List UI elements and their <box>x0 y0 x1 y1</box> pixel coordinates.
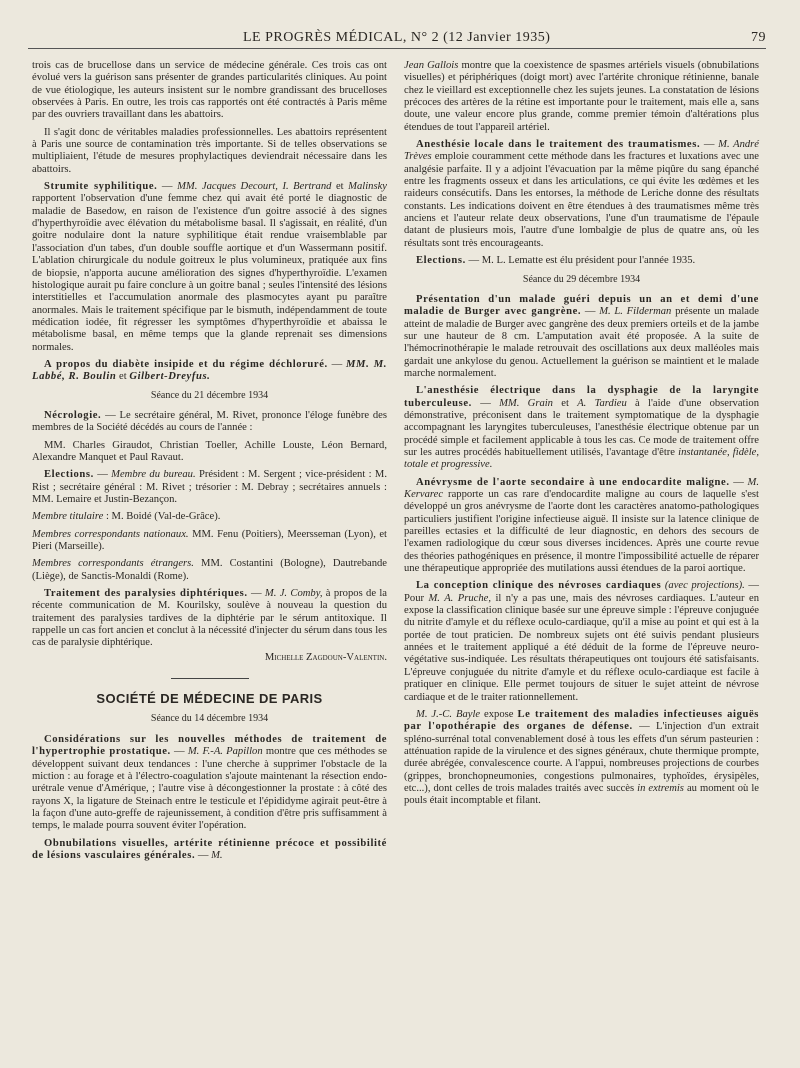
article-heading: Anévrysme de l'aorte secondaire à une endocardite maligne. <box>416 476 730 488</box>
article-authors: MM. Grain <box>499 397 553 409</box>
article-body: rapportent l'observation d'une femme chez qui avait été porté le diagnostic de maladie de Basedow, en raison de l'existence d'un goitre associé à des signes d'hyperthyroïdie avec élévation du métabolisme basal. Il s'agissait, en réalité, d'un goitre nodulaire dont la nature syphilitique était rendue vraisemblable par l'association d'un tabes, d'un double souffle aortique et d'un Wassermann positif. L'ablation chirurgicale du nodule goitreux le plus volumineux, pratiquée aux fins de biopsie, n'apporta aucune amélioration des signes d'hyperthyroïdie. L'examen histologique aurait pu faire conclure à un goitre banal ; seules l'intensité des lésions interstitielles et l'accumulation anormale des plasmocytes ayant pu paraître anormales. Mais le traitement spécifique par le bismuth, indépendamment de toute médication iodée, fit régresser les symptômes d'hyperthyroïdie et abaissa le métabolisme basal, en même temps que la glande reprenait ses dimensions normales. <box>32 193 387 353</box>
article-heading: Anesthésie locale dans le traitement des traumatismes. <box>416 139 701 151</box>
article-body: il n'y a pas une, mais des névroses cardiaques. L'auteur en expose la classification clinique basée sur une épreuve simple : l'épreuve conjuguée du nitrite d'amyle et du réflexe oculo-cardiaque, qu'il a mise au point et qui est à la portée de tout praticien. De nombreux sujets ont été suivis pendant plusieurs années et le traitement appliqué a été déduit de la forme de l'épreuve neuro-végétative sus-indiquée. Les résultats thérapeutiques ont toujours été satisfaisants. L'épreuve conjuguée du nitrite d'amyle et du réflexe oculo-cardiaque est facile à pratiquer en clinique. Elle permet toujours de situer le sujet atteint de névrose cardiaque et de le traiter rationnellement. <box>404 592 759 703</box>
page-number: 79 <box>751 30 766 45</box>
article-authors: Jean Gallois <box>404 60 459 71</box>
article-anevrysme: Anévrysme de l'aorte secondaire à une endocardite maligne. — M. Kervarec rapporte un cas rare d'endocardite maligne au cours de laquelle s'est développé un gros anévrysme de l'aorte dont les caractères anatomo-pathologiques particuliers justifient l'origine infectieuse aiguë. Il insiste sur la latence clinique de pareilles ectasies et la difficulté de leur diagnostic, en dehors des secours de l'examen radiologique du cœur sous diverses incidences. Après une courte revue des théories pathogéniques en présence, il montre l'impossibilité actuelle de réparer une thérapeutique appropriée des mutilations aussi étendues de la paroi aortique. <box>404 476 759 575</box>
emphasis: in extremis <box>637 782 684 794</box>
subheading: (avec projections). <box>664 580 745 592</box>
article-anesthesie-locale: Anesthésie locale dans le traitement des traumatismes. — M. André Trèves emploie couramment cette méthode dans les fractures et luxations avec une analgésie parfaite. Il y a adjoint l'évacuation par la même piqûre du sang épanché entre les fragments osseux et dans les articulations, ce qui évite les œdèmes et les raideurs consécutifs. Dans les entorses, la méthode de Leriche donne des résultats constants. Les indications doivent en être étendues à des traumatismes même très anciens et l'auteur relate deux observations, l'une d'un traumatisme de l'épaule datant de plusieurs mois, l'autre d'une lombalgie de plus de quatre ans, où les résultats sont très encourageants. <box>404 139 759 249</box>
conjunction: expose <box>480 708 518 720</box>
article-body: à l'aide d'une observation démonstrative, préconisent dans le traitement symptomatique de la dysphagie accompagnant les laryngites tuberculeuses, l'anesthésie électrique obtenue par un procédé simple et facilement applicable à tous les cas. Ce mode de traitement offre sur les autres procédés habituellement utilisés, l'avantage d'être <box>404 397 760 458</box>
article-authors: M. J. Comby, <box>264 588 323 600</box>
conjunction: et <box>552 397 578 409</box>
paragraph: MM. Charles Giraudot, Christian Toeller, Achille Louste, Léon Bernard, Alexandre Manquet et Paul Ravaut. <box>32 439 387 463</box>
article-authors: M. A. Pruche, <box>428 592 491 604</box>
emphasis: instantanée, fidèle, totale et progressive. <box>404 446 759 471</box>
member-line <box>32 558 387 583</box>
article-body: au moment où le pouls était incomptable et filant. <box>404 782 759 807</box>
conjunction: — Pour <box>404 580 759 604</box>
article-body: rapporte un cas rare d'endocardite maligne au cours de laquelle s'est développé un gros anévrysme de l'aorte dont les caractères anatomo-pathologiques particuliers justifient l'origine infectieuse aiguë. Il insiste sur la latence clinique de pareilles ectasies et la difficulté de leur diagnostic, en dehors des secours de l'examen radiologique du cœur sous diverses incidences. Après une courte revue des théories pathogéniques en présence, il montre l'impossibilité actuelle de réparer une thérapeutique appropriée des mutilations aussi étendues de la paroi aortique. <box>404 489 759 575</box>
member-text: : M. Boidé (Val-de-Grâce). <box>103 511 221 523</box>
conjunction: et <box>331 181 349 193</box>
member-label: Membres correspondants nationaux. <box>32 528 189 540</box>
member-label: Membres correspondants étrangers. <box>32 558 194 570</box>
running-header <box>28 30 766 48</box>
article-obnubilations: Obnubilations visuelles, artérite rétinienne précoce et possibilité de lésions vasculaires générales. — M. <box>32 837 387 861</box>
article-necrologie <box>32 410 387 435</box>
left-column <box>32 60 387 867</box>
member-text: MM. Costantini (Bologne), Dautrebande (Liège), de Sanctis-Monaldi (Rome). <box>32 558 387 582</box>
article-laryngite: L'anesthésie électrique dans la dysphagie de la laryngite tuberculeuse. — MM. Grain et A. Tardieu à l'aide d'une observation démonstrative, préconisent dans le traitement symptomatique de la dysphagie accompagnant les laryngites tuberculeuses, l'anesthésie électrique obtenue par un procédé simple et facilement applicable à tous les cas. Ce mode de traitement offre sur les autres procédés habituellement utilisés, l'avantage d'être instantanée, fidèle, totale et progressive. <box>404 385 760 471</box>
member-line <box>32 511 387 523</box>
member-line <box>32 529 387 554</box>
header-rule <box>28 48 766 49</box>
article-authors: A. Tardieu <box>577 397 627 409</box>
article-body: Président : M. Sergent ; vice-président : M. Rist ; secrétaire général : M. Rivet ; trésorier : M. Debray ; secrétaires annuels : MM. Lemaire et Justin-Bezançon. <box>32 469 387 505</box>
article-body: — M. L. Lematte est élu président pour l'année 1935. <box>465 255 696 267</box>
member-text: MM. Fenu (Poitiers), Meersseman (Lyon), et Pieri (Marseille). <box>32 528 387 553</box>
conjunction: et <box>116 371 130 383</box>
article-prostate: Considérations sur les nouvelles méthodes de traitement de l'hypertrophie prostatique. — M. F.-A. Papillon montre que ces méthodes se développent suivant deux tendances : l'une cherche à supprimer l'obstacle de la miction : au forage et à l'électro-coagulation s'ajoute maintenant la résection endo-urétrale venue d'Amérique, ; l'autre vise à décongestionner la prostate : à côté des rayons X, la ligature de Steinach entre le testicule et l'épididyme agirait peut-être à la façon d'une auto-greffe de rajeunissement, à condition d'être pris suffisamment à temps, le malade pourra souvent éviter l'opération. <box>32 733 387 832</box>
session-date: Séance du 21 décembre 1934 <box>150 389 269 401</box>
article-heading: Strumite syphilitique. <box>44 181 158 193</box>
article-body: présente un malade atteint de maladie de Burger avec gangrène des deux premiers orteils et de la jambe sur une hauteur de 8 cm. L'amputation avait été proposée. A la suite de l'hémocrinothérapie le malade retrouvait des oscillations aux deux malléoles mais gardait une ankylose du genou. Actuellement la guérison se maintient et le malade marche normalement. <box>404 306 759 379</box>
article-authors: Gilbert-Dreyfus. <box>129 371 211 383</box>
article-body: — Le secrétaire général, M. Rivet, prononce l'éloge funèbre des membres de la Société décédés au cours de l'année : <box>32 409 387 434</box>
article-authors: M. <box>211 849 223 861</box>
article-body: à propos de la récente communication de M. Kourilsky, soulève à nouveau la question du traitement des paralysies tardives de la diphtérie par le sérum antitoxique. Il rappelle un cas fort ancien et conclut à la nécessité d'injecter du sérum dans tous les cas de paralysie diphtérique. <box>32 588 388 649</box>
article-diabete: A propos du diabète insipide et du régime déchloruré. — MM. M. Labbé, R. Boulin et Gilbert-Dreyfus. <box>32 358 388 383</box>
session-date: Séance du 14 décembre 1934 <box>150 713 269 725</box>
article-heading: Le traitement des maladies infectieuses aiguës par l'opothérapie des organes de défense. <box>404 708 760 733</box>
right-column <box>404 60 759 813</box>
article-heading: Considérations sur les nouvelles méthodes de traitement de l'hypertrophie prostatique. <box>32 733 387 758</box>
article-authors: Malinsky <box>348 181 387 193</box>
signature: Michelle Zagdoun-Valentin. <box>264 651 387 663</box>
article-authors: M. André Trèves <box>404 139 759 163</box>
article-heading: La conception clinique des névroses cardiaques <box>416 580 662 592</box>
article-strumite: Strumite syphilitique. — MM. Jacques Decourt, I. Bertrand et Malinsky rapportent l'observation d'une femme chez qui avait été porté le diagnostic de maladie de Basedow, en raison de l'existence d'un goitre associé à des signes d'hyperthyroïdie avec élévation du métabolisme basal. Il s'agissait, en réalité, d'un goitre nodulaire dont la nature syphilitique était rendue vraisemblable par l'association d'un tabes, d'un double souffle aortique et d'un Wassermann positif. L'ablation chirurgicale du nodule goitreux le plus volumineux, pratiquée aux fins de biopsie, n'apporta aucune amélioration des signes d'hyperthyroïdie. L'examen histologique aurait pu faire conclure à un goitre banal ; seules l'intensité des lésions interstitielles et l'accumulation anormale des plasmocytes ayant pu paraître anormales. Mais le traitement spécifique par le bismuth, indépendamment de toute médication iodée, fit régresser les symptômes d'hyperthyroïdie et abaissa le métabolisme basal, en même temps que la glande reprenait ses dimensions normales. <box>32 181 387 353</box>
article-authors: M. L. Filderman <box>599 306 672 318</box>
article-body: emploie couramment cette méthode dans les fractures et luxations avec une analgésie parfaite. Il y a adjoint l'évacuation par la même piqûre du sang épanché entre les fragments osseux et dans les articulations, ce qui évite les œdèmes et les raideurs consécutifs. Dans les entorses, la méthode de Leriche donne des résultats constants. Les indications doivent en être étendues à des traumatismes même très anciens et l'auteur relate deux observations, l'une d'un traumatisme de l'épaule datant de plusieurs mois, l'autre d'une lombalgie de plus de quatre ans, où les résultats sont très encourageants. <box>404 151 759 249</box>
article-heading: A propos du diabète insipide et du régime déchloruré. <box>44 358 328 370</box>
article-paralysies: Traitement des paralysies diphtériques. — M. J. Comby, à propos de la récente communication de M. Kourilsky, soulève à nouveau la question du traitement des paralysies tardives de la diphtérie par le sérum antitoxique. Il rappelle un cas fort ancien et conclut à la nécessité d'injecter du sérum dans tous les cas de paralysie diphtérique. <box>32 588 388 649</box>
article-body: montre que la coexistence de spasmes artériels visuels (obnubilations visuelles) et périphériques (doigt mort) avec l'artérite chronique rétinienne, banale chez le vieillard est exceptionnelle chez les sujets jeunes. La constatation de lésions précoces des artères de la rétine est importante pour le traitement, mais elle a, sans doute, une valeur encore plus grande, comme premier témoin d'altérations plus étendues de tout l'appareil artériel. <box>404 60 760 133</box>
article-authors: M. F.-A. Papillon <box>187 746 263 758</box>
article-obnubilations-cont <box>404 60 759 134</box>
paragraph: Il s'agit donc de véritables maladies professionnelles. Les abattoirs représentent à Paris une source de contamination très importante. Si de telles observations se multipliaient, l'étude de mesures prophylactiques deviendrait nécessaire dans les abattoirs. <box>32 126 387 175</box>
article-heading: L'anesthésie électrique dans la dysphagie de la laryngite tuberculeuse. <box>404 385 759 409</box>
journal-title: LE PROGRÈS MÉDICAL, N° 2 (12 Janvier 1935) <box>243 30 551 45</box>
article-heading: Traitement des paralysies diphtériques. <box>44 588 248 600</box>
article-authors: MM. M. Labbé, R. Boulin <box>32 358 388 383</box>
article-authors: M. J.-C. Bayle <box>416 708 481 720</box>
article-authors: MM. Jacques Decourt, I. Bertrand <box>177 181 332 193</box>
article-body: — L'injection d'un extrait spléno-surrénal total convenablement dosé à tous les effets d'un sérum pasteurien : atténuation rapide de la virulence et des signes généraux, chute thermique prompte, durée abrégée, convalescence courte. A l'appui, nombreuses projections de courbes (grippes, bronchopneumonies, congestions pulmonaires, typhoïdes, érysipèles, etc...), dont celles de trois malades traités avec succès <box>404 721 759 794</box>
paragraph: trois cas de brucellose dans un service de médecine générale. Ces trois cas ont évolué vers la guérison sans présenter de grandes particularités cliniques. Au point de vue étiologique, les auteurs insistent sur le nombre grandissant des brucelloses observées à Paris. En outre, les trois cas rapportés ont été contractés à Paris même par des ouvriers travaillant dans les abattoirs. <box>32 60 387 121</box>
article-heading: Présentation d'un malade guéri depuis un an et demi d'une maladie de Burger avec gangrène. <box>404 293 759 318</box>
article-burger: Présentation d'un malade guéri depuis un an et demi d'une maladie de Burger avec gangrène. — M. L. Filderman présente un malade atteint de maladie de Burger avec gangrène des deux premiers orteils et de la jambe sur une hauteur de 8 cm. L'amputation avait été proposée. A la suite de l'hémocrinothérapie le malade retrouvait des oscillations aux deux malléoles mais gardait une ankylose du genou. Actuellement la guérison se maintient et le malade marche normalement. <box>404 293 759 379</box>
article-body: montre que ces méthodes se développent suivant deux tendances : l'une cherche à supprimer l'obstacle de la miction : au forage et à l'électro-coagulation s'ajoute maintenant la résection endo-urétrale venue d'Amérique, ; l'autre vise à décongestionner la prostate : à côté des rayons X, la ligature de Steinach entre le testicule et l'épididyme agirait peut-être à la façon d'une auto-greffe de rajeunissement, à condition d'être pris suffisamment à temps, le malade pourra souvent éviter l'opération. <box>32 746 387 832</box>
article-opotherapie <box>404 709 759 808</box>
article-nevroses <box>404 580 759 703</box>
article-authors: M. Kervarec <box>404 476 759 500</box>
article-elections: Elections. — Membre du bureau. Président : M. Sergent ; vice-président : M. Rist ; secrétaire général : M. Rivet ; trésorier : M. Debray ; secrétaires annuels : MM. Lemaire et Justin-Bezançon. <box>32 469 387 505</box>
society-title: SOCIÉTÉ DE MÉDECINE DE PARIS <box>96 691 323 707</box>
article-heading: Elections. <box>44 469 94 481</box>
article-heading: Obnubilations visuelles, artérite rétinienne précoce et possibilité de lésions vasculaires générales. <box>32 837 387 861</box>
article-heading: Elections. <box>416 255 466 267</box>
article-elections <box>404 255 759 267</box>
subheading: Membre du bureau. <box>111 469 196 481</box>
article-heading: Nécrologie. <box>44 409 102 421</box>
session-date: Séance du 29 décembre 1934 <box>522 273 641 285</box>
section-divider <box>171 678 249 679</box>
member-label: Membre titulaire <box>32 511 104 523</box>
